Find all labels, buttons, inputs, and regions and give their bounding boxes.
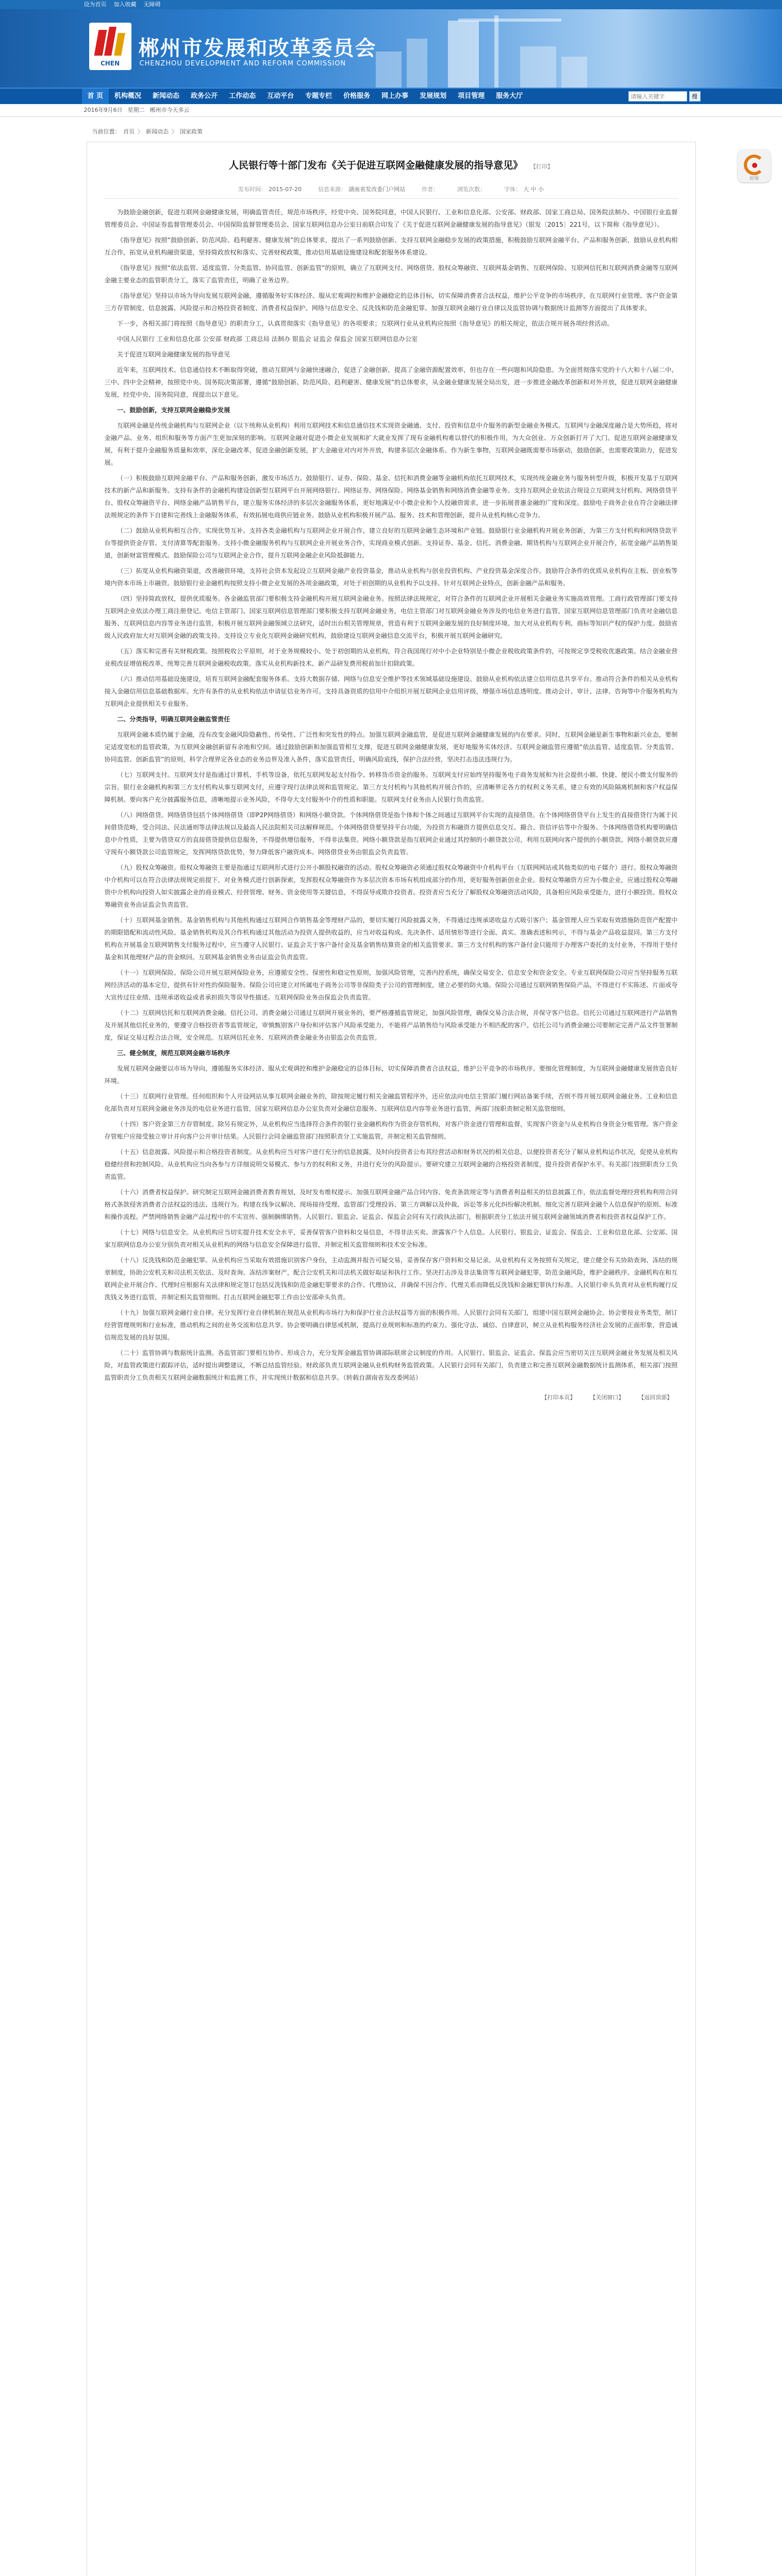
breadcrumb-home[interactable]: 首页 (123, 128, 135, 135)
breadcrumb-separator: 〉 (137, 128, 143, 135)
section-heading: 一、鼓励创新，支持互联网金融稳步发展 (117, 406, 230, 414)
font-size-toggle[interactable]: 大 中 小 (523, 186, 544, 193)
nav-item-topics[interactable]: 专题专栏 (305, 92, 332, 100)
nav-item-service-hall[interactable]: 服务大厅 (496, 92, 523, 100)
breadcrumb-news[interactable]: 新闻动态 (146, 128, 169, 135)
article-paragraph: （八）网络借贷。网络借贷包括个体网络借贷（即P2P网络借贷）和网络小额贷款。个体网络借贷是指个体和个体之间通过互联网平台实现的直接借贷。在个体网络借贷平台上发生的直接借贷行为属于民间借贷范畴，受合同法、民法通则等法律法规以及最高人民法院相关司法解释规范。个体网络借贷要坚持平台功能，为投资方和融资方提供信息交互、撮合、资信评估等中介服务。个体网络借贷机构要明确信息中介性质，主要为借贷双方的直接借贷提供信息服务，不得提供增信服务，不得非法集资。网络小额贷款是指互联网企业通过其控制的小额贷款公司，利用互联网向客户提供的小额贷款。网络小额贷款应遵守现有小额贷款公司监管规定，发挥网络贷款优势，努力降低客户融资成本。网络借贷业务由银监会负责监管。 (104, 811, 678, 856)
article-paragraph: （十八）反洗钱和防范金融犯罪。从业机构应当采取有效措施识别客户身份，主动监测并报告可疑交易，妥善保存客户资料和交易记录。从业机构有义务按照有关规定，建立健全有关协助查询、冻结的规章制度，协助公安机关和司法机关依法、及时查询、冻结涉案财产，配合公安机关和司法机关做好取证和执行工作。坚决打击涉及非法集资等互联网金融犯罪，防范金融风险，维护金融秩序。金融机构在和互联网企业开展合作、代理时应根据有关法律和规定签订包括反洗钱和防范金融犯罪要求的合作、代理协议，并确保不因合作、代理关系而降低反洗钱和金融犯罪执行标准。人民银行牵头负责对从业机构履行反洗钱义务进行监管，并制定相关监管细则。打击互联网金融犯罪工作由公安部牵头负责。 (104, 1257, 678, 1301)
article-paragraph: （四）坚持简政放权，提供优质服务。各金融监管部门要积极支持金融机构开展互联网金融业务。按照法律法规规定，对符合条件的互联网企业开展相关金融业务实施高效管理。工商行政管理部门要支持互联网企业依法办理工商注册登记。电信主管部门、国家互联网信息管理部门要积极支持互联网金融业务，电信主管部门对互联网金融业务涉及的电信业务进行监管，国家互联网信息管理部门负责对金融信息服务、互联网信息内容等业务进行监管，积极开展互联网金融领域立法研究，适时出台相关管理规章，营造有利于互联网金融发展的良好制度环境。加大对从业机构专利、商标等知识产权的保护力度。鼓励省级人民政府加大对互联网金融的政策支持。支持设立专业化互联网金融研究机构，鼓励建设互联网金融信息交流平台，积极开展互联网金融研究。 (104, 595, 678, 639)
nav-item-home[interactable]: 首 页 (82, 89, 109, 104)
article-paragraph: 《指导意见》按照“依法监管、适度监管、分类监管、协同监管、创新监管”的原则，确立了互联网支付、网络借贷、股权众筹融资、互联网基金销售、互联网保险、互联网信托和互联网消费金融等互联网金融主要业态的监管职责分工，落实了监管责任，明确了业务边界。 (104, 264, 678, 284)
top-strip (0, 0, 782, 9)
search-input[interactable] (628, 91, 687, 101)
floating-app-caption: 应用 (749, 176, 759, 181)
article-paragraph: 互联网金融本质仍属于金融，没有改变金融风险隐蔽性、传染性、广泛性和突发性的特点。加强互联网金融监管，是促进互联网金融健康发展的内在要求。同时，互联网金融是新生事物和新兴业态，要制定适度宽松的监管政策，为互联网金融创新留有余地和空间。通过鼓励创新和加强监管相互支撑，促进互联网金融健康发展，更好地服务实体经济。互联网金融监管应遵循“依法监管、适度监管、分类监管、协同监管、创新监管”的原则，科学合理界定各业态的业务边界及准入条件，落实监管责任，明确风险底线，保护合法经营，坚决打击违法违规行为。 (104, 731, 678, 763)
article-paragraph: 下一步，各相关部门将按照《指导意见》的职责分工，认真贯彻落实《指导意见》的各项要求；互联网行业从业机构应按照《指导意见》的相关规定，依法合规开展各项经营活动。 (117, 320, 613, 327)
logo-text: CHEN (100, 60, 120, 67)
article-paragraph: （十）互联网基金销售。基金销售机构与其他机构通过互联网合作销售基金等理财产品的，要切实履行风险披露义务，不得通过违规承诺收益方式吸引客户；基金管理人应当采取有效措施防范资产配置中的期限错配和流动性风险。基金销售机构及其合作机构通过其他活动为投资人提供收益的，应当对收益构成、先决条件、适用情形等进行全面、真实、准确表述和列示，不得与基金产品收益混同。第三方支付机构在开展基金互联网销售支付服务过程中，应当遵守人民银行、证监会关于客户备付金及基金销售结算资金的相关监管要求。第三方支付机构的客户备付金只能用于办理客户委托的支付业务，不得用于垫付基金和其他理财产品的资金赎回。互联网基金销售业务由证监会负责监管。 (104, 917, 678, 961)
set-homepage-link[interactable]: 设为首页 (84, 1, 107, 8)
site-subtitle: CHENZHOU DEVELOPMENT AND REFORM COMMISSION (139, 60, 346, 67)
article-paragraph: （十三）互联网行业管理。任何组织和个人开设网站从事互联网金融业务的，除按规定履行相关金融监管程序外，还应依法向电信主管部门履行网站备案手续，否则不得开展互联网金融业务。工业和信息化部负责对互联网金融业务涉及的电信业务进行监管，国家互联网信息办公室负责对金融信息服务、互联网信息内容等业务进行监管，两部门按职责制定相关监管细则。 (104, 1093, 678, 1112)
article-meta (105, 185, 678, 199)
breadcrumb-policy[interactable]: 国家政策 (180, 128, 203, 135)
nav-item-price[interactable]: 价格服务 (343, 92, 371, 100)
meta-date: 发布时间： 2015-07-20 (238, 186, 302, 193)
article-title-text: 人民银行等十部门发布《关于促进互联网金融健康发展的指导意见》 (229, 160, 523, 171)
main-nav (0, 88, 782, 104)
meta-author: 作者： (421, 186, 439, 193)
article-paragraph: （十二）互联网信托和互联网消费金融。信托公司、消费金融公司通过互联网开展业务的，要严格遵循监管规定，加强风险管理，确保交易合法合规，并保守客户信息。信托公司通过互联网进行产品销售及开展其他信托业务的，要遵守合格投资者等监管规定，审慎甄别客户身份和评估客户风险承受能力，不能将产品销售给与风险承受能力不相匹配的客户。信托公司与消费金融公司要制定完善产品文件签署制度，保证交易过程合法合规，安全规范。互联网信托业务、互联网消费金融业务由银监会负责监管。 (104, 1009, 678, 1041)
section-heading: 三、健全制度，规范互联网金融市场秩序 (117, 1049, 230, 1057)
meta-views: 浏览次数： (457, 186, 486, 193)
print-page-link[interactable]: 【打印本页】 (541, 1394, 576, 1401)
site-logo[interactable] (89, 23, 131, 70)
nav-item-projects[interactable]: 项目管理 (458, 92, 485, 100)
article-paragraph: （六）推动信用基础设施建设，培育互联网金融配套服务体系。支持大数据存储、网络与信息安全维护等技术领域基础设施建设。鼓励从业机构依法建立信用信息共享平台。推动符合条件的相关从业机构接入金融信用信息基础数据库。允许有条件的从业机构依法申请征信业务许可。支持具备资质的信用中介组织开展互联网企业信用评级，增强市场信息透明度。推动会计、审计、法律、咨询等中介服务机构为互联网企业提供相关专业服务。 (104, 675, 678, 707)
article-paragraph: 互联网金融是传统金融机构与互联网企业（以下统称从业机构）利用互联网技术和信息通信技术实现资金融通、支付、投资和信息中介服务的新型金融业务模式。互联网与金融深度融合是大势所趋，将对金融产品、业务、组织和服务等方面产生更加深刻的影响。互联网金融对促进小微企业发展和扩大就业发挥了现有金融机构难以替代的积极作用，为大众创业、万众创新打开了大门。促进互联网金融健康发展，有利于提升金融服务质量和效率，深化金融改革，促进金融创新发展，扩大金融业对内对外开放，构建多层次金融体系。作为新生事物，互联网金融既需要市场驱动，鼓励创新，也需要政策助力，促进发展。 (104, 422, 678, 466)
back-to-top-link[interactable]: 【返回顶部】 (638, 1394, 673, 1401)
site-title: 郴州市发展和改革委员会 (138, 36, 377, 60)
current-weekday: 星期二 (127, 107, 145, 113)
nav-item-online-service[interactable]: 网上办事 (381, 92, 409, 100)
nav-item-planning[interactable]: 发展规划 (420, 92, 447, 100)
close-window-link[interactable]: 【关闭窗口】 (590, 1394, 624, 1401)
article-title (105, 158, 678, 172)
search-box (628, 91, 701, 101)
article-paragraph: （五）落实和完善有关财税政策。按照税收公平原则，对于业务规模较小、处于初创期的从业机构，符合我国现行对中小企业特别是小微企业税收政策条件的，可按规定享受税收优惠政策。结合金融业营业税改征增值税改革，统筹完善互联网金融税收政策。落实从业机构新技术、新产品研发费用税前加计扣除政策。 (104, 648, 678, 667)
article-body (105, 206, 678, 1384)
nav-item-public-affairs[interactable]: 政务公开 (191, 92, 218, 100)
article-paragraph: （十六）消费者权益保护。研究制定互联网金融消费者教育规划，及时发布维权提示。加强互联网金融产品合同内容、免责条款规定等与消费者利益相关的信息披露工作，依法监督处理经营机构利用合同格式条款侵害消费者合法权益的违法、违规行为。构建在线争议解决、现场接待受理、监管部门受理投诉、第三方调解以及仲裁、诉讼等多元化纠纷解决机制。细化完善互联网金融个人信息保护的原则、标准和操作流程。严禁网络销售金融产品过程中的不实宣传、强制捆绑销售。人民银行、银监会、证监会、保监会会同有关行政执法部门，根据职责分工依法开展互联网金融领域消费者和投资者权益保护工作。 (104, 1189, 678, 1221)
article-paragraph: 发展互联网金融要以市场为导向，遵循服务实体经济、服从宏观调控和维护金融稳定的总体目标，切实保障消费者合法权益，维护公平竞争的市场秩序。要细化管理制度，为互联网金融健康发展营造良好环境。 (104, 1065, 678, 1084)
article-paragraph: 中国人民银行 工业和信息化部 公安部 财政部 工商总局 法制办 银监会 证监会 保监会 国家互联网信息办公室 (117, 335, 418, 343)
info-bar (0, 104, 782, 117)
breadcrumb (82, 117, 701, 135)
meta-font-size: 字体： 大 中 小 (504, 186, 544, 193)
meta-source: 信息来源： 湖南省发改委门户网站 (318, 186, 405, 193)
header-banner (0, 9, 782, 88)
nav-item-interaction[interactable]: 互动平台 (267, 92, 294, 100)
nav-item-about[interactable]: 机构概况 (114, 92, 142, 100)
article-paragraph: 《指导意见》按照“鼓励创新、防范风险、趋利避害、健康发展”的总体要求，提出了一系列鼓励创新、支持互联网金融稳步发展的政策措施，积极鼓励互联网金融平台、产品和服务创新，鼓励从业机构相互合作，拓宽从业机构融资渠道，坚持简政放权和落实、完善财税政策，推动信用基础设施建设和配套服务体系建设。 (104, 236, 678, 256)
search-button[interactable]: 搜 (689, 91, 701, 101)
article-paragraph: （九）股权众筹融资。股权众筹融资主要是指通过互联网形式进行公开小额股权融资的活动。股权众筹融资必须通过股权众筹融资中介机构平台（互联网网站或其他类似的电子媒介）进行。股权众筹融资中介机构可以在符合法律法规规定前提下，对业务模式进行创新探索，发挥股权众筹融资作为多层次资本市场有机组成部分的作用，更好服务创新创业企业。股权众筹融资方应为小微企业，应通过股权众筹融资中介机构向投资人如实披露企业的商业模式、经营管理、财务、资金使用等关键信息，不得误导或欺诈投资者。投资者应当充分了解股权众筹融资活动风险，具备相应风险承受能力，进行小额投资。股权众筹融资业务由证监会负责监管。 (104, 864, 678, 908)
breadcrumb-label: 当前位置： (92, 128, 121, 135)
article-paragraph: 关于促进互联网金融健康发展的指导意见 (117, 351, 230, 358)
article-paragraph: （七）互联网支付。互联网支付是指通过计算机、手机等设备，依托互联网发起支付指令、转移货币资金的服务。互联网支付应始终坚持服务电子商务发展和为社会提供小额、快捷、便民小微支付服务的宗旨。银行业金融机构和第三方支付机构从事互联网支付，应遵守现行法律法规和监管规定。第三方支付机构与其他机构开展合作的，应清晰界定各方的权利义务关系，建立有效的风险隔离机制和客户权益保障机制。要向客户充分披露服务信息，清晰地提示业务风险，不得夸大支付服务中介的性质和职能。互联网支付业务由人民银行负责监管。 (104, 771, 678, 803)
article-paragraph: （十一）互联网保险。保险公司开展互联网保险业务，应遵循安全性、保密性和稳定性原则，加强风险管理，完善内控系统，确保交易安全、信息安全和资金安全。专业互联网保险公司应当坚持服务互联网经济活动的基本定位，提供有针对性的保险服务。保险公司应建立对所属电子商务公司等非保险类子公司的管理制度，建立必要的防火墙。保险公司通过互联网销售保险产品，不得进行不实陈述、片面或夸大宣传过往业绩、违规承诺收益或者承担损失等误导性描述。互联网保险业务由保监会负责监管。 (104, 969, 678, 1001)
skyline-illustration (365, 15, 603, 88)
nav-item-work[interactable]: 工作动态 (229, 92, 256, 100)
print-badge[interactable]: 【打印】 (530, 163, 553, 170)
article-paragraph: 为鼓励金融创新，促进互联网金融健康发展，明确监管责任，规范市场秩序，经党中央、国务院同意，中国人民银行、工业和信息化部、公安部、财政部、国家工商总局、国务院法制办、中国银行业监督管理委员会、中国证券监督管理委员会、中国保险监督管理委员会、国家互联网信息办公室日前联合印发了《关于促进互联网金融健康发展的指导意见》（银发〔2015〕221号，以下简称《指导意见》）。 (104, 209, 678, 228)
section-heading: 二、分类指导，明确互联网金融监管责任 (117, 716, 230, 723)
nav-item-news[interactable]: 新闻动态 (153, 92, 180, 100)
add-favorite-link[interactable]: 加入收藏 (113, 1, 137, 8)
article-paragraph: （二）鼓励从业机构相互合作，实现优势互补。支持各类金融机构与互联网企业开展合作，建立良好的互联网金融生态环境和产业链。鼓励银行业金融机构开展业务创新，为第三方支付机构和网络贷款平台等提供资金存管、支付清算等配套服务。支持小微金融服务机构与互联网企业开展业务合作，实现商业模式创新。支持证券、基金、信托、消费金融、期货机构与互联网企业开展合作，拓宽金融产品销售渠道，创新财富管理模式。鼓励保险公司与互联网企业合作，提升互联网金融企业风险抵御能力。 (104, 527, 678, 559)
accessibility-link[interactable]: 无障碍 (143, 1, 161, 8)
breadcrumb-separator: 〉 (171, 128, 177, 135)
article-paragraph: 近年来，互联网技术、信息通信技术不断取得突破，推动互联网与金融快速融合，促进了金融创新，提高了金融资源配置效率，但也存在一些问题和风险隐患。为全面贯彻落实党的十八大和十八届二中、三中、四中全会精神，按照党中央、国务院决策部署，遵循“鼓励创新、防范风险、趋利避害、健康发展”的总体要求，从金融业健康发展全局出发，进一步推进金融改革创新和对外开放，促进互联网金融健康发展，经党中央、国务院同意，现提出以下意见。 (104, 366, 678, 398)
article-paragraph: （二十）监管协调与数据统计监测。各监管部门要相互协作、形成合力，充分发挥金融监管协调部际联席会议制度的作用。人民银行、银监会、证监会、保监会应当密切关注互联网金融业务发展及相关风险，对监管政策进行跟踪评估，适时提出调整建议，不断总结监管经验。财政部负责互联网金融从业机构财务监管政策。人民银行会同有关部门，负责建立和完善互联网金融数据统计监测体系，相关部门按照监管职责分工负责相关互联网金融数据统计和监测工作，并实现统计数据和信息共享。（转载自湖南省发改委网站） (104, 1349, 678, 1381)
article-paragraph: （十五）信息披露、风险提示和合格投资者制度。从业机构应当对客户进行充分的信息披露，及时向投资者公布其经营活动和财务状况的相关信息，以便投资者充分了解从业机构运作状况，促使从业机构稳健经营和控制风险。从业机构应当向各参与方详细说明交易模式、参与方的权利和义务，并进行充分的风险提示。要研究建立互联网金融的合格投资者制度，提升投资者保护水平。有关部门按照职责分工负责监管。 (104, 1148, 678, 1180)
article-paragraph: （一）积极鼓励互联网金融平台、产品和服务创新，激发市场活力。鼓励银行、证券、保险、基金、信托和消费金融等金融机构依托互联网技术，实现传统金融业务与服务转型升级，积极开发基于互联网技术的新产品和新服务。支持有条件的金融机构建设创新型互联网平台开展网络银行、网络证券、网络保险、网络基金销售和网络消费金融等业务。支持互联网企业依法合规设立互联网支付机构、网络借贷平台、股权众筹融资平台、网络金融产品销售平台，建立服务实体经济的多层次金融服务体系，更好地满足中小微企业和个人投融资需求，进一步拓展普惠金融的广度和深度。鼓励电子商务企业在符合金融法律法规规定的条件下自建和完善线上金融服务体系，有效拓展电商供应链业务。鼓励从业机构积极开展产品、服务、技术和管理创新，提升从业机构核心竞争力。 (104, 474, 678, 519)
floating-app-icon[interactable] (738, 149, 771, 182)
article-paragraph: （十四）客户资金第三方存管制度。除另有规定外，从业机构应当选择符合条件的银行业金融机构作为资金存管机构，对客户资金进行管理和监督，实现客户资金与从业机构自身资金分账管理。客户资金存管账户应接受独立审计并向客户公开审计结果。人民银行会同金融监管部门按照职责分工实施监管，并制定相关监管细则。 (104, 1121, 678, 1140)
article-footer-links (105, 1393, 678, 1401)
weather-text: 郴州市今天多云 (149, 107, 190, 113)
current-date: 2016年9月6日 (84, 107, 123, 113)
article-paragraph: （十七）网络与信息安全。从业机构应当切实提升技术安全水平，妥善保管客户资料和交易信息，不得非法买卖、泄露客户个人信息。人民银行、银监会、证监会、保监会、工业和信息化部、公安部、国家互联网信息办公室分别负责对相关从业机构的网络与信息安全保障进行监管，并制定相关监管细则和技术安全标准。 (104, 1229, 678, 1248)
article-container (87, 142, 696, 2576)
article-paragraph: （十九）加强互联网金融行业自律。充分发挥行业自律机制在规范从业机构市场行为和保护行业合法权益等方面的积极作用。人民银行会同有关部门，组建中国互联网金融协会。协会要按业务类型，制订经营管理规则和行业标准，推动机构之间的业务交流和信息共享。协会要明确自律惩戒机制，提高行业规则和标准的约束力。强化守法、诚信、自律意识，树立从业机构服务经济社会发展的正面形象，营造诚信规范发展的良好氛围。 (104, 1309, 678, 1341)
article-paragraph: （三）拓宽从业机构融资渠道，改善融资环境。支持社会资本发起设立互联网金融产业投资基金，推动从业机构与创业投资机构、产业投资基金深度合作。鼓励符合条件的优质从业机构在主板、创业板等境内资本市场上市融资。鼓励银行业金融机构按照支持小微企业发展的各项金融政策，对处于初创期的从业机构予以支持。针对互联网企业特点，创新金融产品和服务。 (104, 567, 678, 587)
article-paragraph: 《指导意见》坚持以市场为导向发展互联网金融，遵循服务好实体经济、服从宏观调控和维护金融稳定的总体目标，切实保障消费者合法权益，维护公平竞争的市场秩序，在互联网行业管理、客户资金第三方存管制度、信息披露、风险提示和合格投资者制度、消费者权益保护、网络与信息安全、反洗钱和防范金融犯罪、加强互联网金融行业自律以及监管协调与数据统计监测等方面提出了具体要求。 (104, 292, 678, 312)
